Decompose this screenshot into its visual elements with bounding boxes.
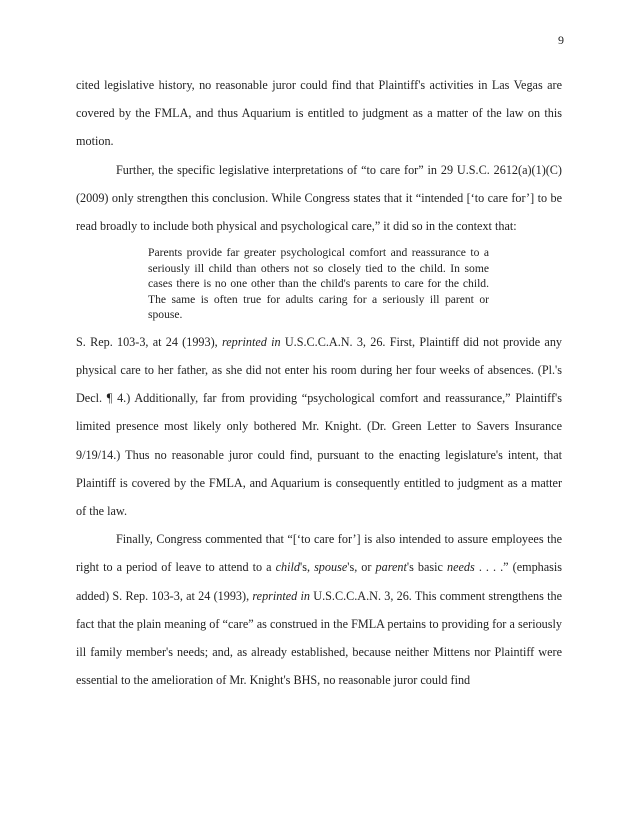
- needs-italic: needs: [447, 560, 475, 575]
- parent-italic: parent: [375, 560, 407, 575]
- paragraph-4: [76, 525, 562, 694]
- possessive-1: 's,: [300, 560, 310, 575]
- reprinted-in-italic-2: reprinted in: [252, 588, 311, 603]
- page-number: 9: [558, 33, 564, 47]
- reprinted-in-italic: reprinted in: [221, 334, 281, 349]
- spouse-italic: spouse: [314, 560, 348, 575]
- child-italic: child: [275, 560, 300, 575]
- paragraph-1: cited legislative history, no reasonable juror could find that Plaintiff's activities in Las Vegas are covered by the FMLA, and thus Aquarium is entitled to judgment as a matter of the law on this motion.: [76, 78, 562, 149]
- paragraph-4-start: Finally, Congress commented that “[‘to care for’] is also intended to assure employees the right to a period of leave to attend to a: [76, 532, 562, 575]
- citation-text: S. Rep. 103-3, at 24 (1993),: [76, 334, 218, 349]
- paragraph-3: [76, 328, 562, 525]
- block-quote: Parents provide far greater psychological comfort and reassurance to a seriously ill child than others not so closely tied to the child. In some cases there is no one other than the child's parents to care for the child. The same is often true for adults caring for a seriously ill parent or spouse.: [148, 246, 489, 322]
- paragraph-3-text: U.S.C.C.A.N. 3, 26. First, Plaintiff did not provide any physical care to her father, as she did not enter his room during her four weeks of absences. (Pl.'s Decl. ¶ 4.) Additionally, far from providing “psychological comfort and reassurance,” Plaintiff's limited presence most likely only bothered Mr. Knight. (Dr. Green Letter to Savers Insurance 9/19/14.) Thus no reasonable juror could find, pursuant to the enacting legislature's intent, that Plaintiff is covered by the FMLA, and Aquarium is consequently entitled to judgment as a matter of the law.: [76, 334, 563, 518]
- possessive-3: 's basic: [406, 560, 443, 575]
- possessive-2: 's, or: [347, 560, 372, 575]
- paragraph-4-middle: . . . .” (emphasis added) S. Rep. 103-3, at 24 (1993),: [76, 560, 563, 603]
- paragraph-2: Further, the specific legislative interpretations of “to care for” in 29 U.S.C. 2612(a)(1)(C) (2009) only strengthen this conclusion. While Congress states that it “intended [‘to care for’] to be read broadly to include both physical and psychological care,” it did so in the context that:: [76, 162, 562, 234]
- document-body: [76, 71, 562, 694]
- paragraph-4-end: U.S.C.C.A.N. 3, 26. This comment strengthens the fact that the plain meaning of “care” as construed in the FMLA pertains to providing for a seriously ill family member's needs; and, as already established, because neither Mittens nor Plaintiff were essential to the amelioration of Mr. Knight's BHS, no reasonable juror could find: [76, 588, 563, 688]
